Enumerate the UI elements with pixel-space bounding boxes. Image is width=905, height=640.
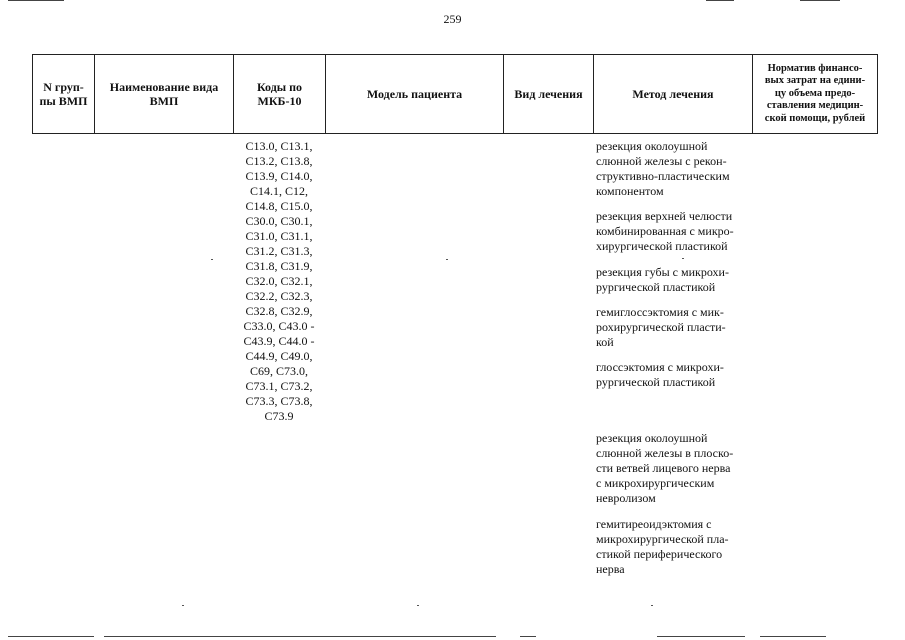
method-item: гемиглоссэктомия с мик- рохирургической пласти- кой [596,305,726,349]
method-item: резекция губы с микрохи- рургической пластикой [596,265,729,294]
scan-speck [182,605,184,606]
method-item: резекция верхней челюсти комбинированная с микро- хирургической пластикой [596,209,734,253]
scan-rule [657,636,745,637]
scan-rule [8,636,94,637]
header-icd-codes: Коды по МКБ-10 [256,80,303,108]
icd-codes-cell: C13.0, C13.1, C13.2, C13.8, C13.9, C14.0, C14.1, C12, C14.8, C15.0, C30.0, C30.1, C31.0, C31.1, C31.2, C31.3, C31.8, C31.9, C32.0, C32.1, C32.2, C32.3, C32.8, C32.9, C33.0, C43.0 - C43.9, C44.0 - C44.9, C49.0, C69, C73.0, C73.1, C73.2, C73.3, C73.8, C73.9 [243,139,315,423]
method-item: резекция околоушной слюнной железы с рекон- структивно-пластическим компонентом [596,139,730,198]
scan-speck [682,258,684,259]
scan-speck [417,605,419,606]
method-item: глоссэктомия с микрохи- рургической пластикой [596,360,724,389]
header-treatment-method: Метод лечения [632,87,714,101]
header-patient-model: Модель пациента [366,87,463,101]
scan-rule [760,636,826,637]
header-treatment-type: Вид лечения [514,87,583,101]
scan-rule [8,0,64,1]
scan-rule [800,0,840,1]
scan-speck [446,259,448,260]
scan-speck [651,605,653,606]
scan-rule [520,636,536,637]
scan-rule [706,0,734,1]
scan-speck [211,259,213,260]
method-item: резекция околоушной слюнной железы в плоско- сти ветвей лицевого нерва с микрохирургическим невролизом [596,431,734,505]
page-number: 259 [443,12,462,26]
header-group-no: N груп- пы ВМП [39,80,88,108]
header-cost-norm: Норматив финансо- вых затрат на едини- цу объема предо- ставления медицин- ской помощи, рублей [764,62,866,124]
header-vmp-name: Наименование вида ВМП [109,80,219,108]
method-item: гемитиреоидэктомия с микрохирургической пла- стикой периферического нерва [596,517,729,576]
scan-rule [104,636,496,637]
